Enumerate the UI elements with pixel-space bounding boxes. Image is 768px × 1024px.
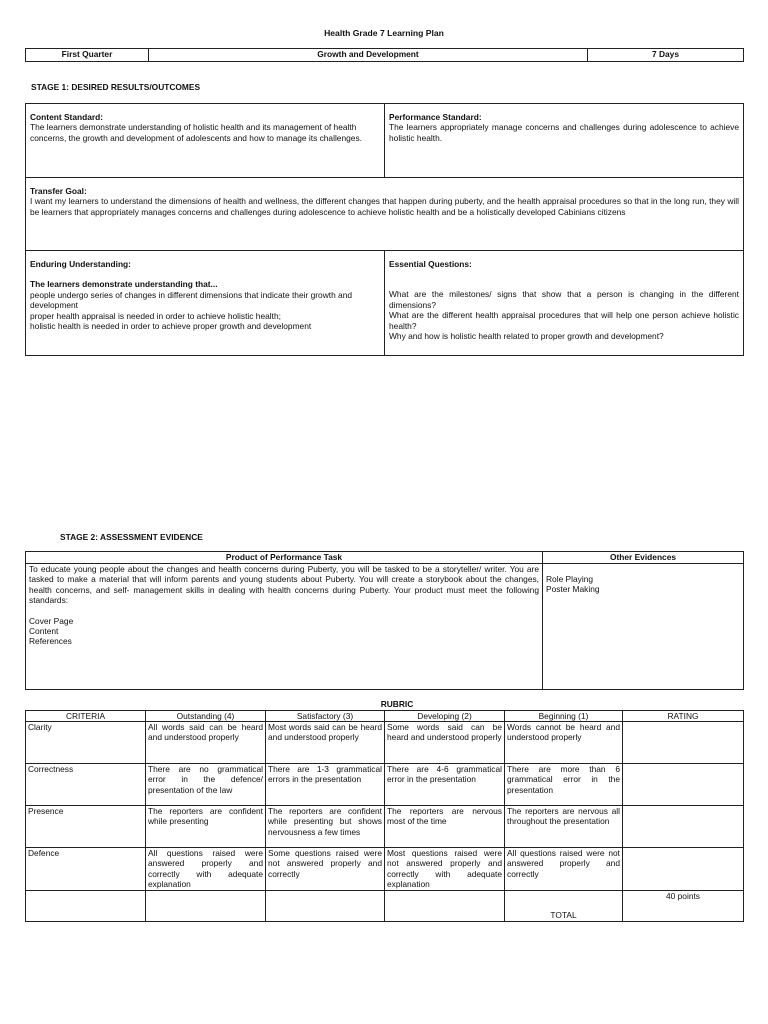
essential-label: Essential Questions: (389, 259, 472, 269)
rubric-row (26, 764, 744, 806)
satisfactory-cell: The reporters are confident while presenting but shows nervousness a few times (266, 806, 385, 848)
rubric-table (25, 710, 744, 922)
outstanding-cell: There are no grammatical error in the defence/ presentation of the law (146, 764, 266, 806)
rubric-header-criteria: CRITERIA (26, 711, 146, 722)
beginning-cell: There are more than 6 grammatical error in the presentation (505, 764, 623, 806)
transfer-goal-cell (26, 178, 744, 251)
rating-cell (623, 722, 744, 764)
content-standard-text: The learners demonstrate understanding of holistic health and its management of health concerns, the growth and development of adolescents and how to manage its challenges. (30, 122, 362, 143)
outstanding-cell: The reporters are confident while presenting (146, 806, 266, 848)
rating-cell (623, 848, 744, 891)
total-empty-cell (26, 890, 146, 921)
beginning-cell: Words cannot be heard and understood properly (505, 722, 623, 764)
enduring-sublabel: The learners demonstrate understanding that... (30, 279, 218, 290)
developing-cell: Most questions raised were not answered properly and correctly with adequate explanation (385, 848, 505, 891)
standard-item: Cover Page (29, 615, 74, 626)
rating-cell (623, 806, 744, 848)
stage2-table (25, 551, 744, 690)
enduring-label: Enduring Understanding: (30, 259, 131, 269)
rubric-title: RUBRIC (380, 699, 414, 709)
outstanding-cell: All questions raised were answered properly and correctly with adequate explanation (146, 848, 266, 891)
criteria-cell: Clarity (26, 722, 146, 764)
stage1-table (25, 103, 744, 356)
rubric-header-beginning: Beginning (1) (505, 711, 623, 722)
satisfactory-cell: Some questions raised were not answered properly and correctly (266, 848, 385, 891)
beginning-cell: All questions raised were not answered properly and correctly (505, 848, 623, 891)
rubric-header-outstanding: Outstanding (4) (146, 711, 266, 722)
performance-standard-label: Performance Standard: (389, 112, 482, 122)
transfer-goal-label: Transfer Goal: (30, 186, 87, 196)
evidence-item: Role Playing (546, 574, 594, 584)
total-empty-cell (385, 890, 505, 921)
criteria-cell: Correctness (26, 764, 146, 806)
satisfactory-cell: Most words said can be heard and understood properly (266, 722, 385, 764)
rubric-header-satisfactory: Satisfactory (3) (266, 711, 385, 722)
performance-task-cell (26, 564, 543, 690)
performance-standard-text: The learners appropriately manage concerns and challenges during adolescence to achieve holistic health. (389, 122, 739, 143)
other-evidences-cell (543, 564, 744, 690)
rubric-header-developing: Developing (2) (385, 711, 505, 722)
evidence-item: Poster Making (546, 584, 600, 595)
total-label: TOTAL (505, 890, 623, 921)
transfer-goal-text: I want my learners to understand the dimensions of health and wellness, the different changes that happen during puberty, and the health appraisal procedures so that in the long run, they will be learners that appropriately manages concerns and challenges during adolescence to achieve holistic health and be a holistically developed Cabinians citizens (30, 196, 739, 217)
developing-cell: There are 4-6 grammatical error in the presentation (385, 764, 505, 806)
developing-cell: The reporters are nervous most of the time (385, 806, 505, 848)
enduring-understanding-cell (26, 251, 385, 356)
total-points: 40 points (623, 890, 744, 921)
topic-cell: Growth and Development (149, 49, 588, 62)
essential-question: What are the different health appraisal procedures that will help one person achieve holistic health? (389, 310, 739, 331)
enduring-line: people undergo series of changes in different dimensions that indicate their growth and development (30, 289, 353, 311)
total-empty-cell (266, 890, 385, 921)
rubric-row (26, 722, 744, 764)
rubric-row (26, 848, 744, 891)
standard-item: References (29, 636, 72, 647)
content-standard-label: Content Standard: (30, 112, 104, 122)
header-table (25, 48, 744, 62)
developing-cell: Some words said can be heard and understood properly (385, 722, 505, 764)
rating-cell (623, 764, 744, 806)
rubric-header-rating: RATING (623, 711, 744, 722)
stage2-heading: STAGE 2: ASSESSMENT EVIDENCE (60, 532, 203, 542)
duration-cell: 7 Days (588, 49, 744, 62)
content-standard-cell (26, 104, 385, 178)
satisfactory-cell: There are 1-3 grammatical errors in the presentation (266, 764, 385, 806)
total-empty-cell (146, 890, 266, 921)
rubric-row (26, 806, 744, 848)
criteria-cell: Defence (26, 848, 146, 891)
stage1-heading: STAGE 1: DESIRED RESULTS/OUTCOMES (31, 82, 201, 92)
essential-question: What are the milestones/ signs that show that a person is changing in the different dimensions? (389, 289, 739, 310)
product-header: Product of Performance Task (26, 552, 543, 564)
beginning-cell: The reporters are nervous all throughout the presentation (505, 806, 623, 848)
performance-standard-cell (385, 104, 744, 178)
other-evidences-header: Other Evidences (543, 552, 744, 564)
enduring-line: proper health appraisal is needed in order to achieve holistic health; (30, 310, 281, 321)
essential-question: Why and how is holistic health related to proper growth and development? (389, 331, 664, 342)
quarter-cell: First Quarter (26, 49, 149, 62)
essential-questions-cell (385, 251, 744, 356)
rubric-total-row (26, 890, 744, 921)
document-title: Health Grade 7 Learning Plan (324, 28, 444, 38)
enduring-line: holistic health is needed in order to achieve proper growth and development (30, 321, 312, 332)
criteria-cell: Presence (26, 806, 146, 848)
task-text: To educate young people about the changes and health concerns during Puberty, you will be tasked to be a storyteller/ writer. You are tasked to make a material that will inform parents and young students about Puberty. You will create a storybook about the changes, health concerns, and self- management skills in dealing with health concerns during Puberty. Your product must meet the following standards: (29, 564, 539, 606)
outstanding-cell: All words said can be heard and understood properly (146, 722, 266, 764)
standard-item: Content (29, 626, 59, 637)
